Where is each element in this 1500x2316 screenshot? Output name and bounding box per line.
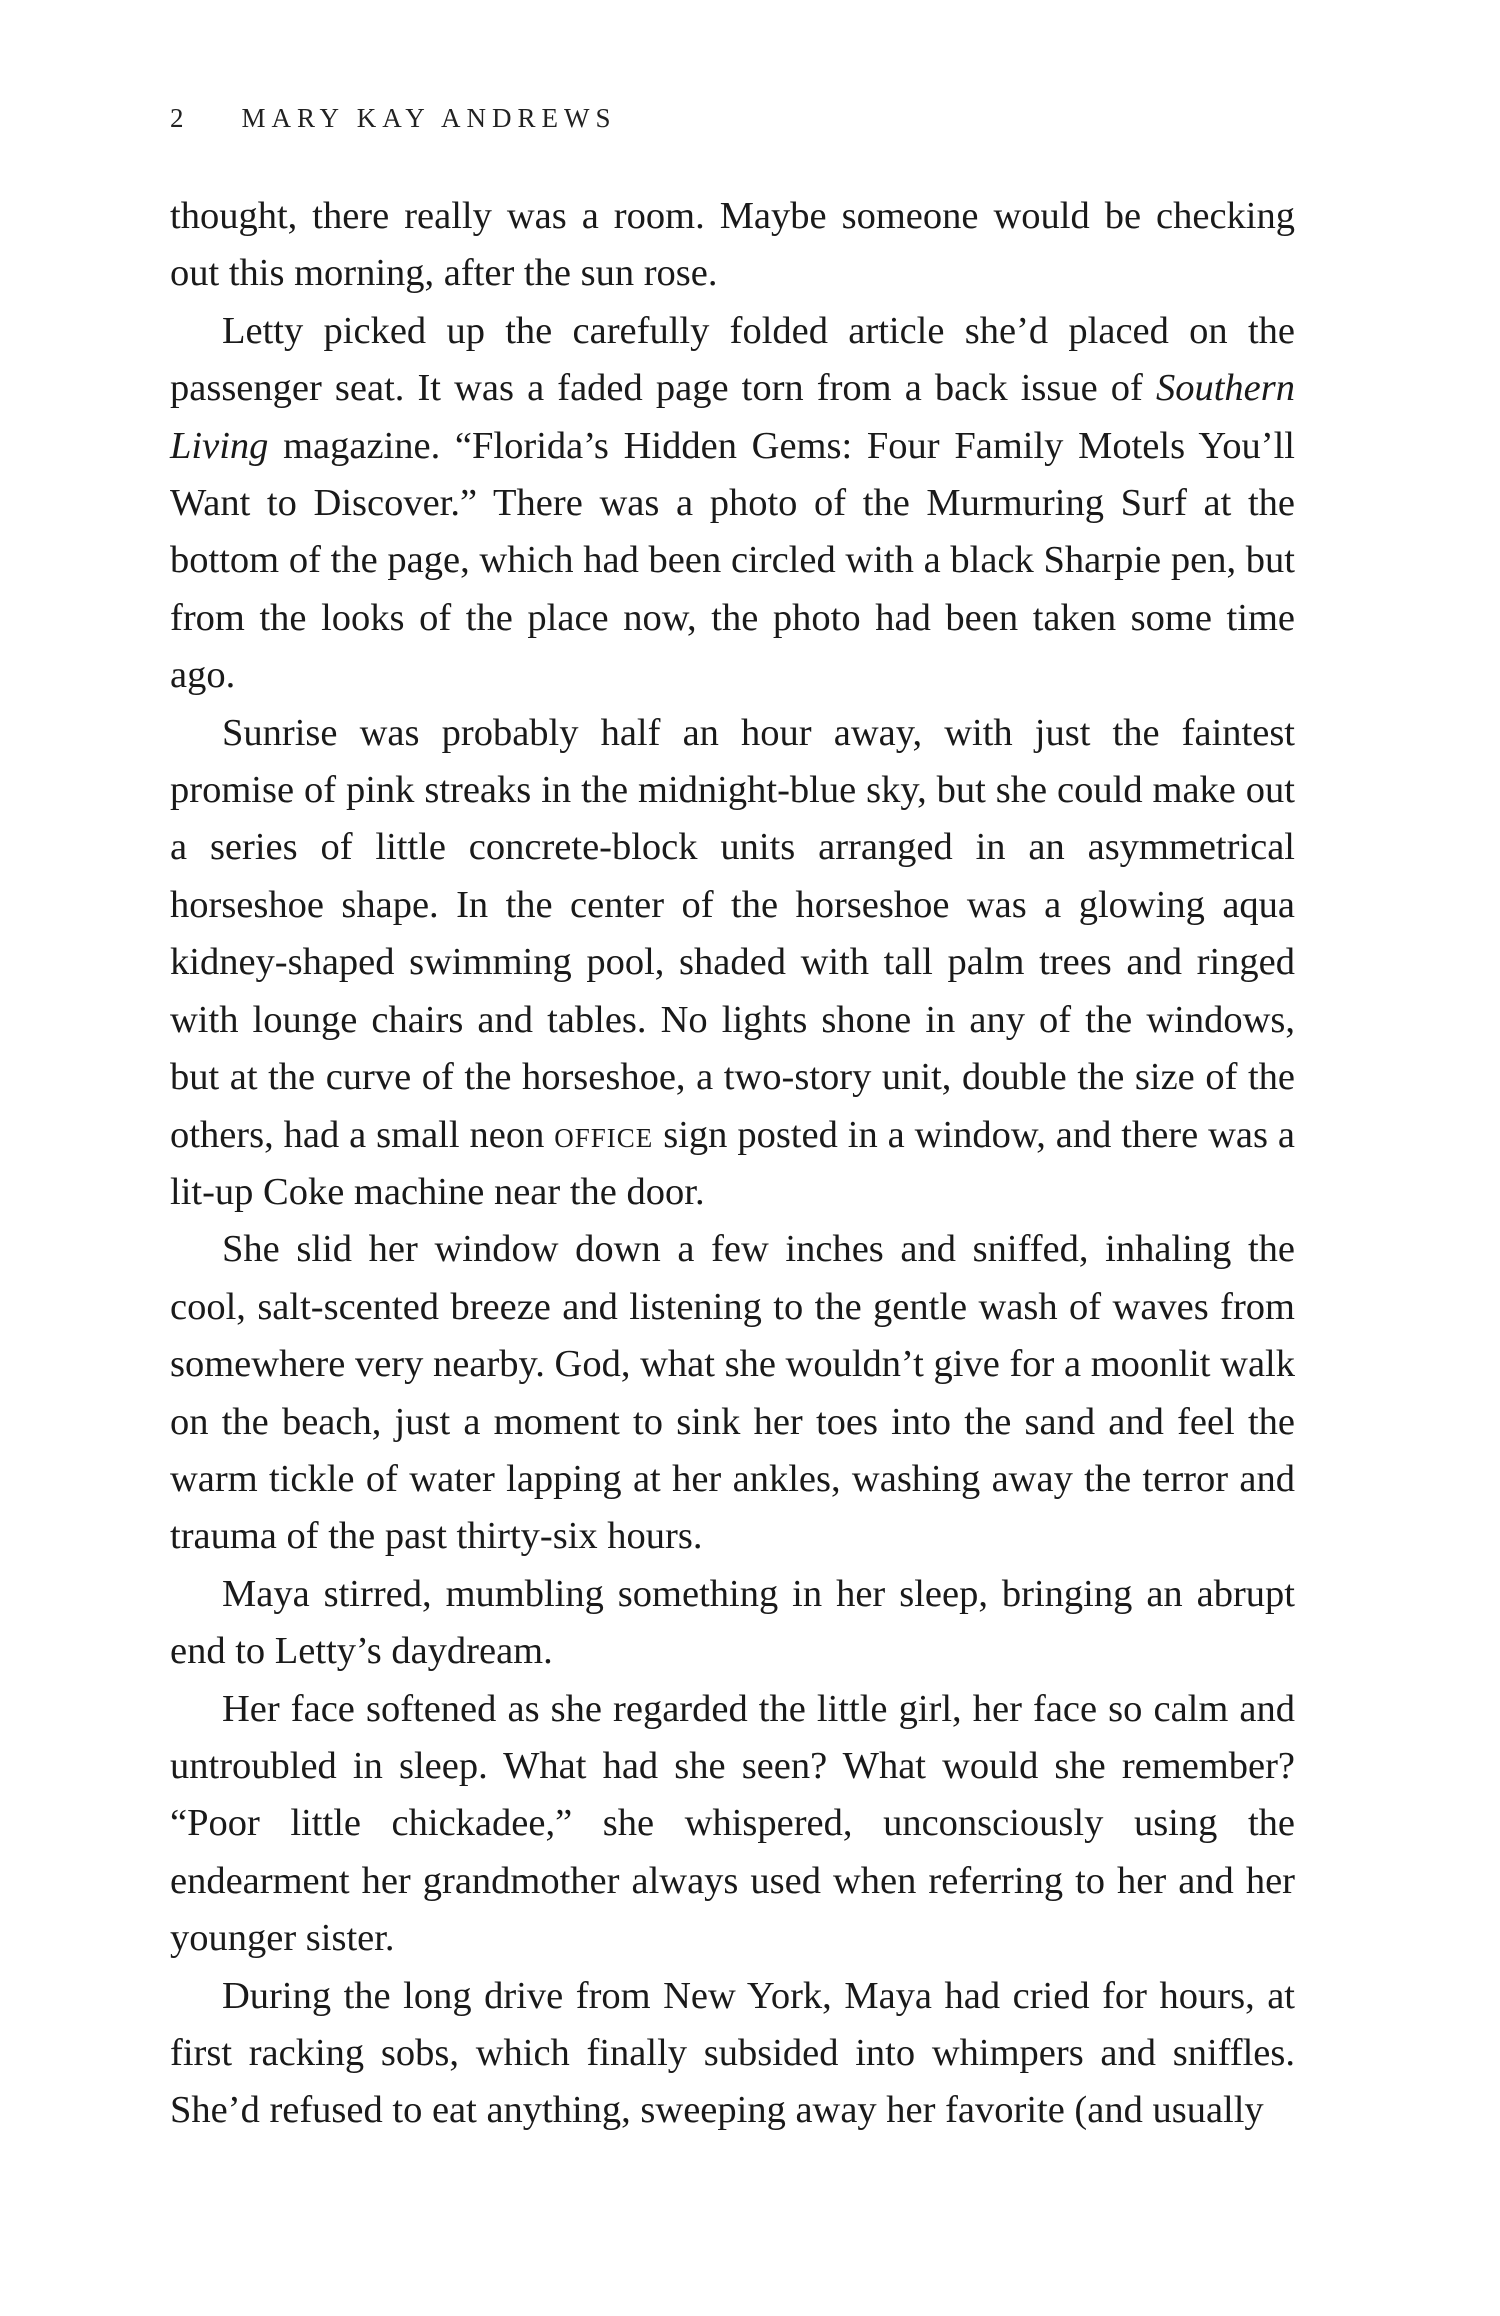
- paragraph-5: [170, 1566, 1295, 1681]
- running-head-author: MARY KAY ANDREWS: [241, 103, 617, 133]
- paragraph-4-text: She slid her window down a few inches and sniffed, inhaling the cool, salt-scented breeze and listening to the gentle wash of waves from somewhere very nearby. God, what she wouldn’t give for a moonlit walk on the beach, just a moment to sink her toes into the sand and feel the warm tickle of water lapping at her ankles, washing away the terror and trauma of the past thirty-six hours.: [170, 1228, 1295, 1558]
- paragraph-2: [170, 303, 1295, 705]
- paragraph-6: [170, 1681, 1295, 1968]
- paragraph-1-text: thought, there really was a room. Maybe someone would be checking out this morning, after the sun rose.: [170, 195, 1295, 295]
- paragraph-4: [170, 1221, 1295, 1565]
- paragraph-1: [170, 188, 1295, 303]
- paragraph-3-text-a: Sunrise was probably half an hour away, with just the faintest promise of pink streaks in the midnight-blue sky, but she could make out a series of little concrete-block units arranged in an asymmetrical horseshoe shape. In the center of the horseshoe was a glowing aqua kidney-shaped swimming pool, shaded with tall palm trees and ringed with lounge chairs and tables. No lights shone in any of the windows, but at the curve of the horseshoe, a two-story unit, double the size of the others, had a small neon: [170, 711, 1295, 1156]
- page-number: 2: [170, 103, 184, 133]
- paragraph-2-text-b: magazine. “Florida’s Hidden Gems: Four Family Motels You’ll Want to Discover.” There was a photo of the Murmuring Surf at the bottom of the page, which had been circled with a black Sharpie pen, but from the looks of the place now, the photo had been taken some time ago.: [170, 424, 1295, 697]
- office-sign-text: office: [554, 1113, 654, 1156]
- paragraph-6-text: Her face softened as she regarded the little girl, her face so calm and untroubled in sleep. What had she seen? What would she remember? “Poor little chickadee,” she whispered, unconsciously using the endearment her grandmother always used when referring to her and her younger sister.: [170, 1687, 1295, 1960]
- paragraph-2-text-a: Letty picked up the carefully folded article she’d placed on the passenger seat. It was a faded page torn from a back issue of: [170, 309, 1295, 410]
- paragraph-7: [170, 1968, 1295, 2140]
- paragraph-3: [170, 705, 1295, 1222]
- body-text: [170, 188, 1295, 2140]
- paragraph-3-text-b: sign posted in a window, and there was a lit-up Coke machine near the door.: [170, 1113, 1296, 1213]
- paragraph-7-text: During the long drive from New York, Maya had cried for hours, at first racking sobs, which finally subsided into whimpers and sniffles. She’d refused to eat anything, sweeping away her favorite (and usually: [170, 1974, 1295, 2132]
- paragraph-5-text: Maya stirred, mumbling something in her sleep, bringing an abrupt end to Letty’s daydream.: [170, 1572, 1295, 1673]
- running-head: [170, 103, 617, 134]
- magazine-title: Southern Living: [170, 367, 1295, 467]
